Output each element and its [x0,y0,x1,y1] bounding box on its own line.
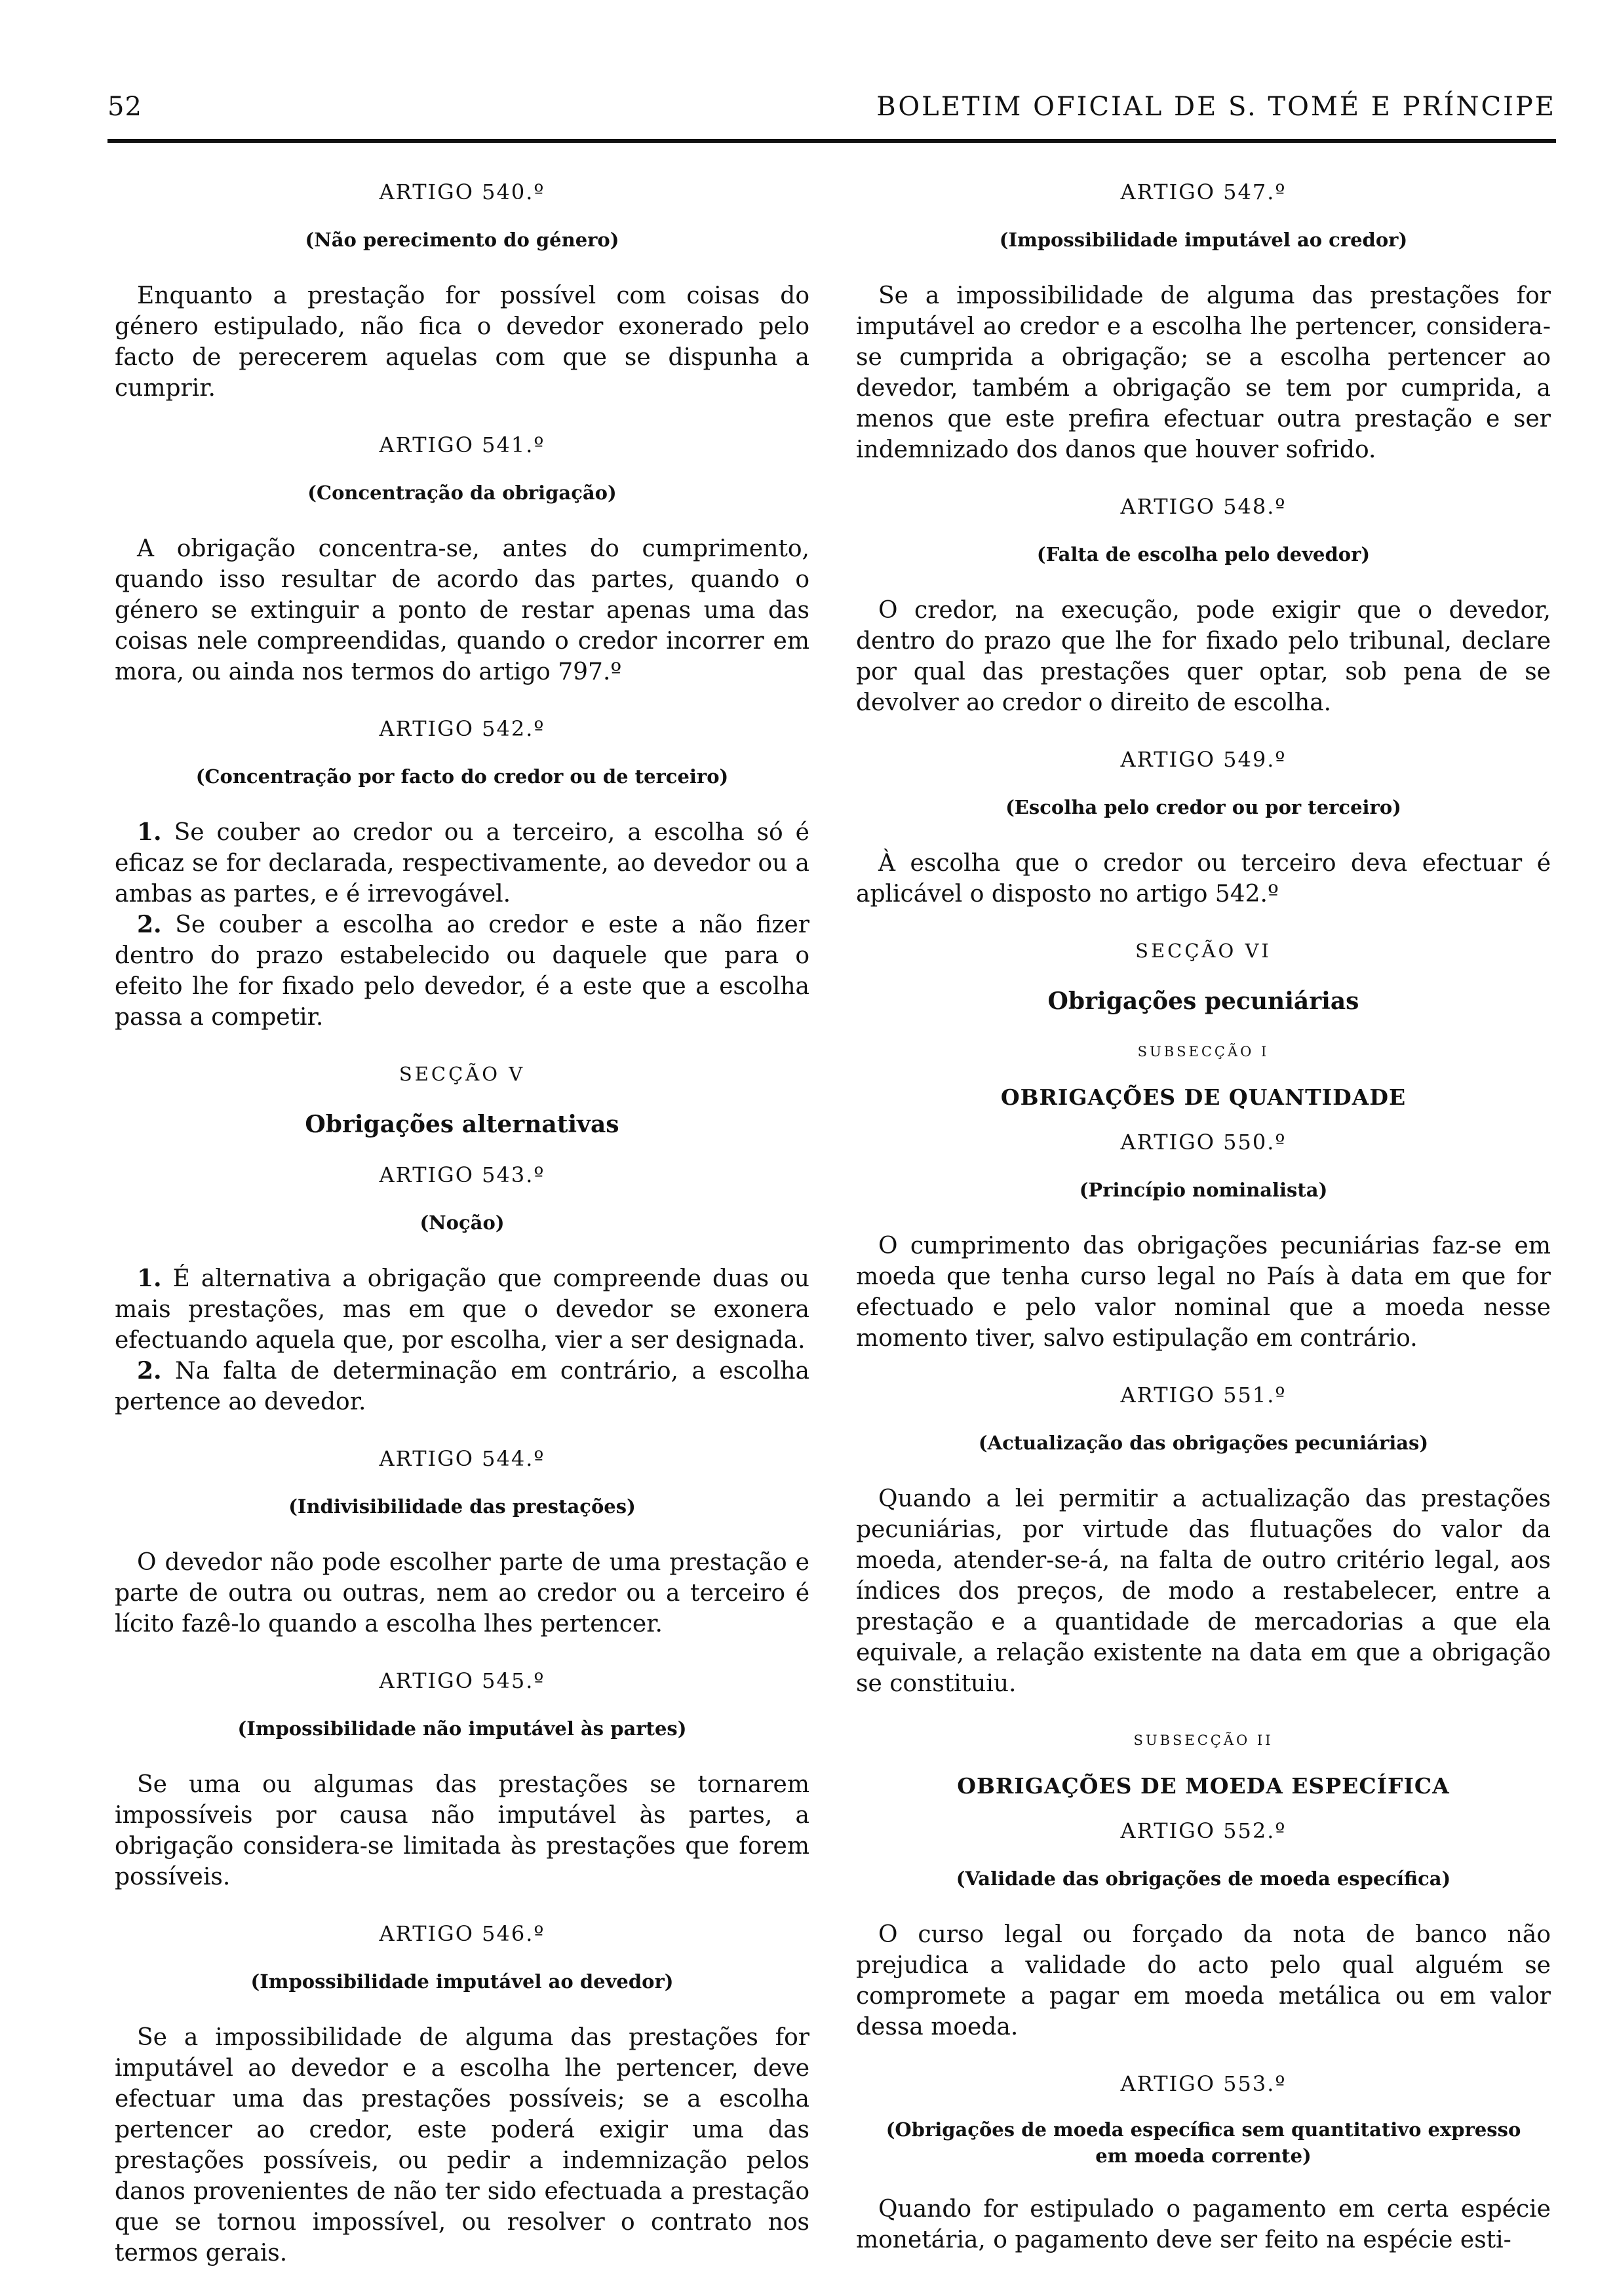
article-542-item-2 [115,909,809,1033]
section-5-label: SECÇÃO V [399,1063,526,1085]
article-544-text: O devedor não pode escolher parte de uma prestação e parte de outra ou outras, nem ao credor ou a terceiro é lícito fazê-lo quando a escolha lhes pertencer. [115,1549,809,1637]
article-545-text: Se uma ou algumas das prestações se tornarem impossíveis por causa não imputável às partes, a obrigação considera-se limitada às prestações que forem possíveis. [115,1771,809,1890]
article-545-heading: (Impossibilidade não imputável às partes) [237,1717,687,1740]
article-548-heading: (Falta de escolha pelo devedor) [1036,543,1371,565]
article-543-item-2 [115,1356,809,1417]
article-553-heading-line-1: (Obrigações de moeda específica sem quantitativo expresso [885,2118,1521,2141]
subsection-1-title: OBRIGAÇÕES DE QUANTIDADE [1000,1084,1407,1110]
article-546-title: ARTIGO 546.º [379,1921,545,1946]
article-540-heading: (Não perecimento do género) [305,229,619,251]
article-545-title: ARTIGO 545.º [379,1668,545,1693]
subsection-2-label: SUBSECÇÃO II [1133,1732,1274,1748]
section-6-title: Obrigações pecuniárias [1047,987,1359,1015]
item-number: 1. [137,818,162,846]
article-542-item-1 [115,817,809,909]
article-546-text: Se a impossibilidade de alguma das prestações for imputável ao devedor e a escolha lhe pertencer, deve efectuar uma das prestações possíveis; se a escolha pertencer ao credor, este poderá exigir uma das prestações possíveis, ou pedir a indemnização pelos danos provenientes de não ter sido efectuada a prestação que se tornou impossível, ou resolver o contrato nos termos gerais. [115,2024,809,2267]
article-550-heading: (Princípio nominalista) [1079,1179,1328,1201]
article-548-text: O credor, na execução, pode exigir que o devedor, dentro do prazo que lhe for fixado pelo tribunal, declare por qual das prestações quer optar, sob pena de se devolver ao credor o direito de escolha. [856,597,1551,716]
right-column [856,177,1551,2282]
article-543-heading: (Noção) [419,1212,505,1234]
article-553-title: ARTIGO 553.º [1120,2071,1287,2096]
item-text: Se couber ao credor ou a terceiro, a escolha só é eficaz se for declarada, respectivamente, ao devedor ou a ambas as partes, e é irrevogável. [115,819,809,908]
item-text: Na falta de determinação em contrário, a escolha pertence ao devedor. [115,1358,809,1415]
article-553-heading [856,2116,1551,2169]
article-548-title: ARTIGO 548.º [1120,494,1287,519]
section-5-title: Obrigações alternativas [305,1111,619,1138]
article-547-title: ARTIGO 547.º [1120,180,1287,204]
article-551-text: Quando a lei permitir a actualização das prestações pecuniárias, por virtude das flutuações do valor da moeda, atender-se-á, na falta de outro critério legal, aos índices dos preços, de modo a restabelecer, entre a prestação e a quantidade de mercadorias a que ela equivale, a relação existente na data em que a obrigação se constituiu. [856,1485,1551,1697]
article-551-title: ARTIGO 551.º [1120,1383,1287,1407]
running-title: BOLETIM OFICIAL DE S. TOMÉ E PRÍNCIPE [876,92,1556,122]
subsection-2-title: OBRIGAÇÕES DE MOEDA ESPECÍFICA [957,1773,1450,1799]
item-text: Se couber a escolha ao credor e este a não fizer dentro do prazo estabelecido ou daquele que para o efeito lhe for fixado pelo devedor, é a este que a escolha passa a competir. [115,911,810,1031]
article-549-heading: (Escolha pelo credor ou por terceiro) [1005,796,1401,818]
section-6-label: SECÇÃO VI [1135,940,1272,962]
article-552-title: ARTIGO 552.º [1120,1818,1287,1843]
article-550-title: ARTIGO 550.º [1120,1130,1287,1155]
article-553-text: Quando for estipulado o pagamento em certa espécie monetária, o pagamento deve ser feito na espécie esti- [856,2196,1551,2253]
item-number: 1. [137,1265,162,1292]
item-text: É alternativa a obrigação que compreende duas ou mais prestações, mas em que o devedor se exonera efectuando aquela que, por escolha, vier a ser designada. [115,1265,809,1354]
item-number: 2. [137,1357,162,1385]
article-543-title: ARTIGO 543.º [379,1162,545,1187]
article-552-text: O curso legal ou forçado da nota de banco não prejudica a validade do acto pelo qual alguém se compromete a pagar em moeda metálica ou em valor dessa moeda. [856,1921,1551,2040]
article-541-title: ARTIGO 541.º [379,432,545,457]
article-549-title: ARTIGO 549.º [1120,747,1287,772]
item-number: 2. [137,911,162,938]
article-540-text: Enquanto a prestação for possível com coisas do género estipulado, não fica o devedor exonerado pelo facto de perecerem aquelas com que se dispunha a cumprir. [115,282,809,402]
article-547-text: Se a impossibilidade de alguma das prestações for imputável ao credor e a escolha lhe pertencer, considera-se cumprida a obrigação; se a escolha pertencer ao devedor, também a obrigação se tem por cumprida, a menos que este prefira efectuar outra prestação e ser indemnizado dos danos que houver sofrido. [856,282,1551,463]
article-550-text: O cumprimento das obrigações pecuniárias faz-se em moeda que tenha curso legal no País à data em que for efectuado e pelo valor nominal que a moeda nesse momento tiver, salvo estipulação em contrário. [856,1233,1551,1352]
subsection-1-label: SUBSECÇÃO I [1137,1044,1270,1060]
article-552-heading: (Validade das obrigações de moeda específica) [956,1867,1451,1890]
article-541-text: A obrigação concentra-se, antes do cumprimento, quando isso resultar de acordo das partes, quando o género se extinguir a ponto de restar apenas uma das coisas nele compreendidas, quando o credor incorrer em mora, ou ainda nos termos do artigo 797.º [115,535,809,685]
article-551-heading: (Actualização das obrigações pecuniárias) [978,1432,1429,1454]
article-540-title: ARTIGO 540.º [379,180,545,204]
article-544-title: ARTIGO 544.º [379,1446,545,1471]
article-541-heading: (Concentração da obrigação) [307,482,617,504]
article-546-heading: (Impossibilidade imputável ao devedor) [250,1970,674,1993]
left-column [115,177,809,2295]
article-542-title: ARTIGO 542.º [379,716,545,741]
page-number: 52 [107,92,142,122]
article-547-heading: (Impossibilidade imputável ao credor) [999,229,1408,251]
article-549-text: À escolha que o credor ou terceiro deva efectuar é aplicável o disposto no artigo 542.º [856,850,1551,908]
article-553-heading-line-2: em moeda corrente) [1095,2145,1312,2167]
header-rule [107,139,1556,143]
article-544-heading: (Indivisibilidade das prestações) [288,1495,636,1518]
article-542-heading: (Concentração por facto do credor ou de terceiro) [195,765,729,788]
article-543-item-1 [115,1263,809,1356]
